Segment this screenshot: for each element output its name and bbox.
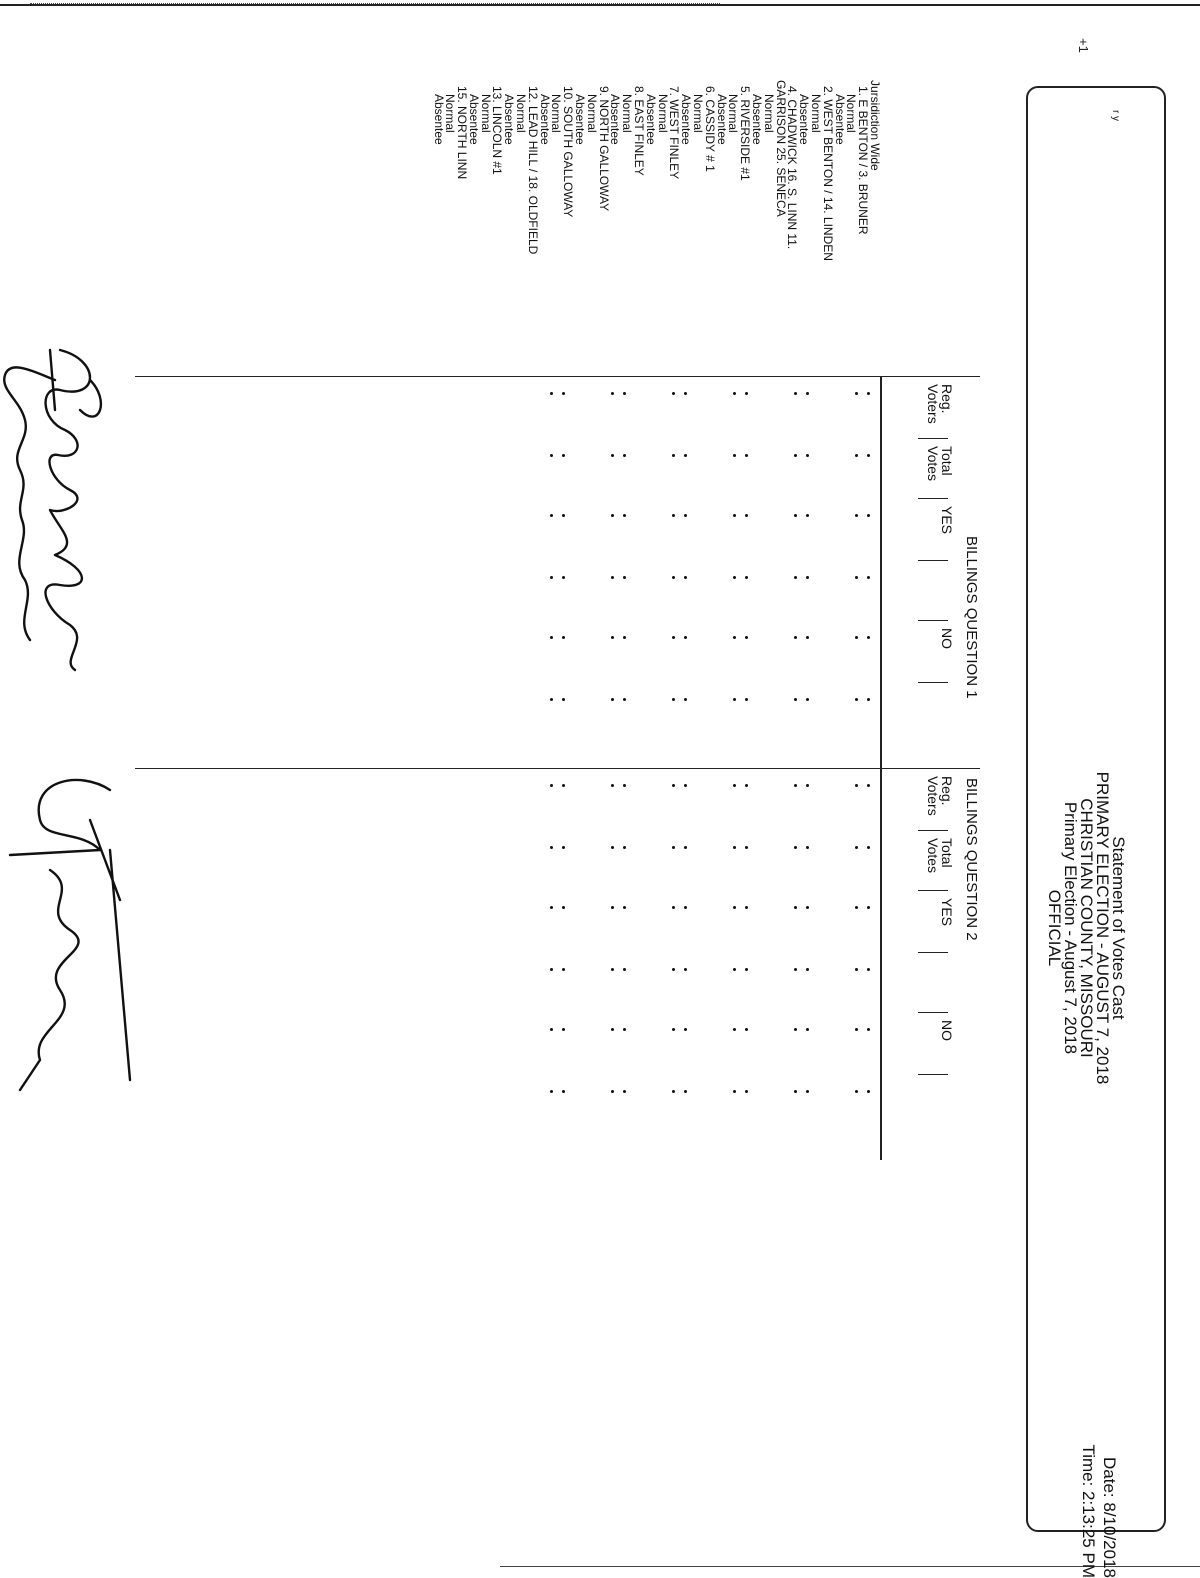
empty-value-mark (855, 906, 858, 909)
column-header (940, 628, 954, 649)
empty-value-mark (611, 906, 614, 909)
election-subtitle: Primary Election - August 7, 2018 (1061, 801, 1080, 1055)
empty-value-mark (745, 784, 748, 787)
jurisdiction-row: 7. WEST FINLEY (667, 86, 682, 180)
column-header (926, 384, 954, 424)
jurisdiction-subrow: Absentee (797, 94, 812, 145)
empty-value-mark (855, 698, 858, 701)
empty-value-mark (745, 1090, 748, 1093)
empty-value-mark (745, 636, 748, 639)
empty-value-mark (672, 514, 675, 517)
jurisdiction-subrow: Absentee (431, 94, 446, 145)
column-header-line2: Votes (925, 838, 941, 874)
empty-value-mark (855, 784, 858, 787)
column-separator (918, 1074, 948, 1075)
empty-value-mark (733, 392, 736, 395)
signature-2 (0, 340, 70, 660)
jurisdiction-subrow: Normal (691, 94, 706, 133)
county-name: CHRISTIAN COUNTY, MISSOURI (1077, 798, 1096, 1058)
empty-value-mark (623, 1090, 626, 1093)
jurisdiction-header: Jursidiction Wide (868, 80, 882, 171)
empty-value-mark (745, 698, 748, 701)
report-header (1026, 86, 1166, 1578)
jurisdiction-subrow: Normal (549, 94, 564, 133)
empty-value-mark (672, 454, 675, 457)
empty-value-mark (867, 698, 870, 701)
empty-value-mark (867, 968, 870, 971)
column-header (926, 776, 954, 816)
empty-value-mark (550, 846, 553, 849)
column-header-line1: Reg. (939, 384, 955, 414)
empty-value-mark (867, 454, 870, 457)
empty-value-mark (623, 1028, 626, 1031)
jurisdiction-subrow: Normal (620, 94, 635, 133)
jurisdiction-subrow: Absentee (502, 94, 517, 145)
empty-value-mark (806, 1090, 809, 1093)
empty-value-mark (562, 576, 565, 579)
empty-value-mark (733, 846, 736, 849)
empty-value-mark (611, 1090, 614, 1093)
value-column (504, 636, 870, 644)
empty-value-mark (794, 1028, 797, 1031)
empty-value-mark (806, 906, 809, 909)
column-header (940, 1020, 954, 1041)
empty-value-mark (745, 968, 748, 971)
empty-value-mark (611, 514, 614, 517)
empty-value-mark (855, 514, 858, 517)
value-column (504, 454, 870, 462)
column-header-line2: Votes (925, 446, 941, 482)
column-separator (918, 438, 948, 439)
jurisdiction-subrow: Absentee (832, 94, 847, 145)
empty-value-mark (794, 636, 797, 639)
question-divider (135, 768, 980, 769)
empty-value-mark (855, 846, 858, 849)
empty-value-mark (745, 906, 748, 909)
empty-value-mark (611, 454, 614, 457)
empty-value-mark (794, 784, 797, 787)
value-column (504, 784, 870, 792)
empty-value-mark (684, 454, 687, 457)
empty-value-mark (562, 454, 565, 457)
empty-value-mark (733, 968, 736, 971)
question-divider (135, 376, 980, 377)
column-separator (918, 952, 948, 953)
jurisdiction-list (432, 80, 880, 340)
jurisdiction-subrow: Normal (655, 94, 670, 133)
column-separator (918, 682, 948, 683)
empty-value-mark (806, 576, 809, 579)
official-label: OFFICIAL (1045, 889, 1064, 967)
empty-value-mark (867, 906, 870, 909)
empty-value-mark (855, 576, 858, 579)
empty-value-mark (745, 1028, 748, 1031)
empty-value-mark (611, 1028, 614, 1031)
empty-value-mark (733, 1090, 736, 1093)
jurisdiction-subrow: Absentee (750, 94, 765, 145)
column-header (926, 446, 954, 481)
empty-value-mark (550, 906, 553, 909)
empty-value-mark (855, 968, 858, 971)
jurisdiction-subrow: Absentee (714, 94, 729, 145)
empty-value-mark (611, 392, 614, 395)
column-separator (918, 498, 948, 499)
jurisdiction-row: 5. RIVERSIDE #1 (738, 86, 753, 181)
column-header-line1: Total (939, 838, 955, 868)
empty-value-mark (611, 968, 614, 971)
jurisdiction-row: 6. CASSIDY # 1 (702, 86, 717, 172)
election-name: PRIMARY ELECTION - AUGUST 7, 2018 (1093, 771, 1112, 1085)
empty-value-mark (806, 846, 809, 849)
empty-value-mark (684, 906, 687, 909)
empty-value-mark (550, 1028, 553, 1031)
jurisdiction-subrow: Absentee (643, 94, 658, 145)
column-header-line1: Total (939, 446, 955, 476)
report-time: Time: 2:13:25 PM (1079, 1444, 1098, 1578)
empty-value-mark (794, 576, 797, 579)
question-title: BILLINGS QUESTION 2 (963, 778, 980, 941)
empty-value-mark (672, 968, 675, 971)
jurisdiction-subrow: Absentee (573, 94, 588, 145)
empty-value-mark (745, 392, 748, 395)
corner-mark: +1 (1075, 38, 1091, 53)
empty-value-mark (684, 576, 687, 579)
column-header-rule (880, 768, 882, 1160)
empty-value-mark (623, 698, 626, 701)
empty-value-mark (855, 1028, 858, 1031)
column-header-line2: Voters (925, 776, 941, 816)
empty-value-mark (672, 1090, 675, 1093)
column-header-line1: Reg. (939, 776, 955, 806)
empty-value-mark (550, 392, 553, 395)
empty-value-mark (867, 392, 870, 395)
empty-value-mark (672, 784, 675, 787)
empty-value-mark (550, 698, 553, 701)
jurisdiction-subrow: Absentee (537, 94, 552, 145)
empty-value-mark (867, 636, 870, 639)
jurisdiction-row: 12. LEAD HILL / 18. OLDFIELD (525, 86, 540, 255)
empty-value-mark (623, 454, 626, 457)
empty-value-mark (672, 1028, 675, 1031)
jurisdiction-row: 8. EAST FINLEY (632, 86, 647, 176)
empty-value-mark (733, 906, 736, 909)
empty-value-mark (733, 698, 736, 701)
empty-value-mark (550, 784, 553, 787)
jurisdiction-subrow: Normal (443, 94, 458, 133)
empty-value-mark (623, 906, 626, 909)
billings-question-1 (135, 376, 980, 768)
empty-value-mark (611, 784, 614, 787)
empty-value-mark (733, 784, 736, 787)
value-column (504, 392, 870, 400)
value-column (504, 846, 870, 854)
value-column (504, 906, 870, 914)
empty-value-mark (867, 784, 870, 787)
column-separator (918, 1012, 948, 1013)
signature-3 (0, 760, 140, 1100)
jurisdiction-subrow: Normal (478, 94, 493, 133)
empty-value-mark (684, 698, 687, 701)
empty-value-mark (794, 454, 797, 457)
column-separator (918, 560, 948, 561)
empty-value-mark (611, 636, 614, 639)
question-title: BILLINGS QUESTION 1 (963, 536, 980, 699)
value-column (504, 576, 870, 584)
empty-value-mark (562, 1028, 565, 1031)
jurisdiction-subrow: Normal (809, 94, 824, 133)
empty-value-mark (867, 514, 870, 517)
empty-value-mark (806, 968, 809, 971)
column-header-line1: NO (939, 1020, 955, 1041)
empty-value-mark (623, 846, 626, 849)
empty-value-mark (794, 1090, 797, 1093)
empty-value-mark (806, 784, 809, 787)
empty-value-mark (672, 636, 675, 639)
jurisdiction-subrow: Normal (761, 94, 776, 133)
jurisdiction-row: GARRISON 25. SENECA (773, 80, 788, 217)
empty-value-mark (623, 576, 626, 579)
corner-mark-small: r y (1110, 109, 1122, 122)
jurisdiction-row: 1. E BENTON / 3. BRUNER (856, 86, 871, 235)
empty-value-mark (806, 636, 809, 639)
empty-value-mark (855, 636, 858, 639)
empty-value-mark (623, 392, 626, 395)
empty-value-mark (684, 1090, 687, 1093)
empty-value-mark (867, 846, 870, 849)
jurisdiction-row: 4. CHADWICK 16. S. LINN 11. (785, 86, 800, 250)
empty-value-mark (623, 636, 626, 639)
empty-value-mark (562, 392, 565, 395)
billings-question-2 (135, 768, 980, 1160)
empty-value-mark (562, 514, 565, 517)
empty-value-mark (562, 1090, 565, 1093)
empty-value-mark (806, 392, 809, 395)
report-date: Date: 8/10/2018 (1100, 1457, 1119, 1578)
empty-value-mark (745, 846, 748, 849)
column-header-line2: Voters (925, 384, 941, 424)
jurisdiction-row: 10. SOUTH GALLOWAY (561, 86, 576, 218)
empty-value-mark (623, 784, 626, 787)
column-header-line1: NO (939, 628, 955, 649)
empty-value-mark (867, 1028, 870, 1031)
empty-value-mark (745, 576, 748, 579)
empty-value-mark (672, 698, 675, 701)
empty-value-mark (550, 1090, 553, 1093)
empty-value-mark (611, 846, 614, 849)
empty-value-mark (733, 454, 736, 457)
empty-value-mark (745, 514, 748, 517)
empty-value-mark (672, 392, 675, 395)
empty-value-mark (562, 636, 565, 639)
empty-value-mark (611, 698, 614, 701)
empty-value-mark (684, 968, 687, 971)
jurisdiction-subrow: Normal (726, 94, 741, 133)
empty-value-mark (794, 698, 797, 701)
empty-value-mark (794, 968, 797, 971)
empty-value-mark (684, 1028, 687, 1031)
jurisdiction-row: 9. NORTH GALLOWAY (596, 86, 611, 212)
value-column (504, 514, 870, 522)
empty-value-mark (684, 784, 687, 787)
empty-value-mark (684, 846, 687, 849)
value-column (504, 698, 870, 706)
jurisdiction-subrow: Normal (514, 94, 529, 133)
report-date-block (1078, 1338, 1120, 1578)
empty-value-mark (794, 846, 797, 849)
empty-value-mark (684, 514, 687, 517)
jurisdiction-subrow: Absentee (466, 94, 481, 145)
jurisdiction-subrow: Absentee (679, 94, 694, 145)
empty-value-mark (562, 784, 565, 787)
empty-value-mark (806, 514, 809, 517)
column-header-rule (880, 376, 882, 768)
empty-value-mark (806, 454, 809, 457)
empty-value-mark (562, 846, 565, 849)
report-title: Statement of Votes Cast (1109, 836, 1128, 1020)
empty-value-mark (733, 1028, 736, 1031)
empty-value-mark (672, 906, 675, 909)
column-header (926, 838, 954, 873)
jurisdiction-row: 2. WEST BENTON / 14. LINDEN (820, 86, 835, 261)
empty-value-mark (684, 636, 687, 639)
column-header (940, 506, 954, 534)
column-header-line1: YES (939, 506, 955, 535)
jurisdiction-subrow: Normal (844, 94, 859, 133)
jurisdiction-subrow: Absentee (608, 94, 623, 145)
empty-value-mark (745, 454, 748, 457)
column-header-line1: YES (939, 898, 955, 927)
empty-value-mark (550, 576, 553, 579)
empty-value-mark (855, 392, 858, 395)
empty-value-mark (867, 576, 870, 579)
empty-value-mark (855, 1090, 858, 1093)
value-column (504, 1028, 870, 1036)
empty-value-mark (733, 636, 736, 639)
report-title-block (1046, 668, 1126, 1188)
empty-value-mark (550, 636, 553, 639)
jurisdiction-row: 13. LINCOLN #1 (490, 86, 505, 175)
column-separator (918, 890, 948, 891)
jurisdiction-subrow: Normal (584, 94, 599, 133)
empty-value-mark (733, 514, 736, 517)
empty-value-mark (623, 968, 626, 971)
empty-value-mark (733, 576, 736, 579)
empty-value-mark (562, 968, 565, 971)
empty-value-mark (794, 514, 797, 517)
jurisdiction-row: 15. NORTH LINN (455, 86, 470, 180)
value-column (504, 968, 870, 976)
empty-value-mark (562, 698, 565, 701)
empty-value-mark (611, 576, 614, 579)
empty-value-mark (623, 514, 626, 517)
empty-value-mark (550, 968, 553, 971)
empty-value-mark (794, 392, 797, 395)
column-separator (918, 620, 948, 621)
empty-value-mark (794, 906, 797, 909)
empty-value-mark (672, 576, 675, 579)
empty-value-mark (806, 698, 809, 701)
empty-value-mark (672, 846, 675, 849)
value-column (504, 1090, 870, 1098)
column-header (940, 898, 954, 926)
column-separator (918, 830, 948, 831)
empty-value-mark (550, 514, 553, 517)
empty-value-mark (550, 454, 553, 457)
empty-value-mark (684, 392, 687, 395)
empty-value-mark (562, 906, 565, 909)
empty-value-mark (867, 1090, 870, 1093)
empty-value-mark (806, 1028, 809, 1031)
empty-value-mark (855, 454, 858, 457)
